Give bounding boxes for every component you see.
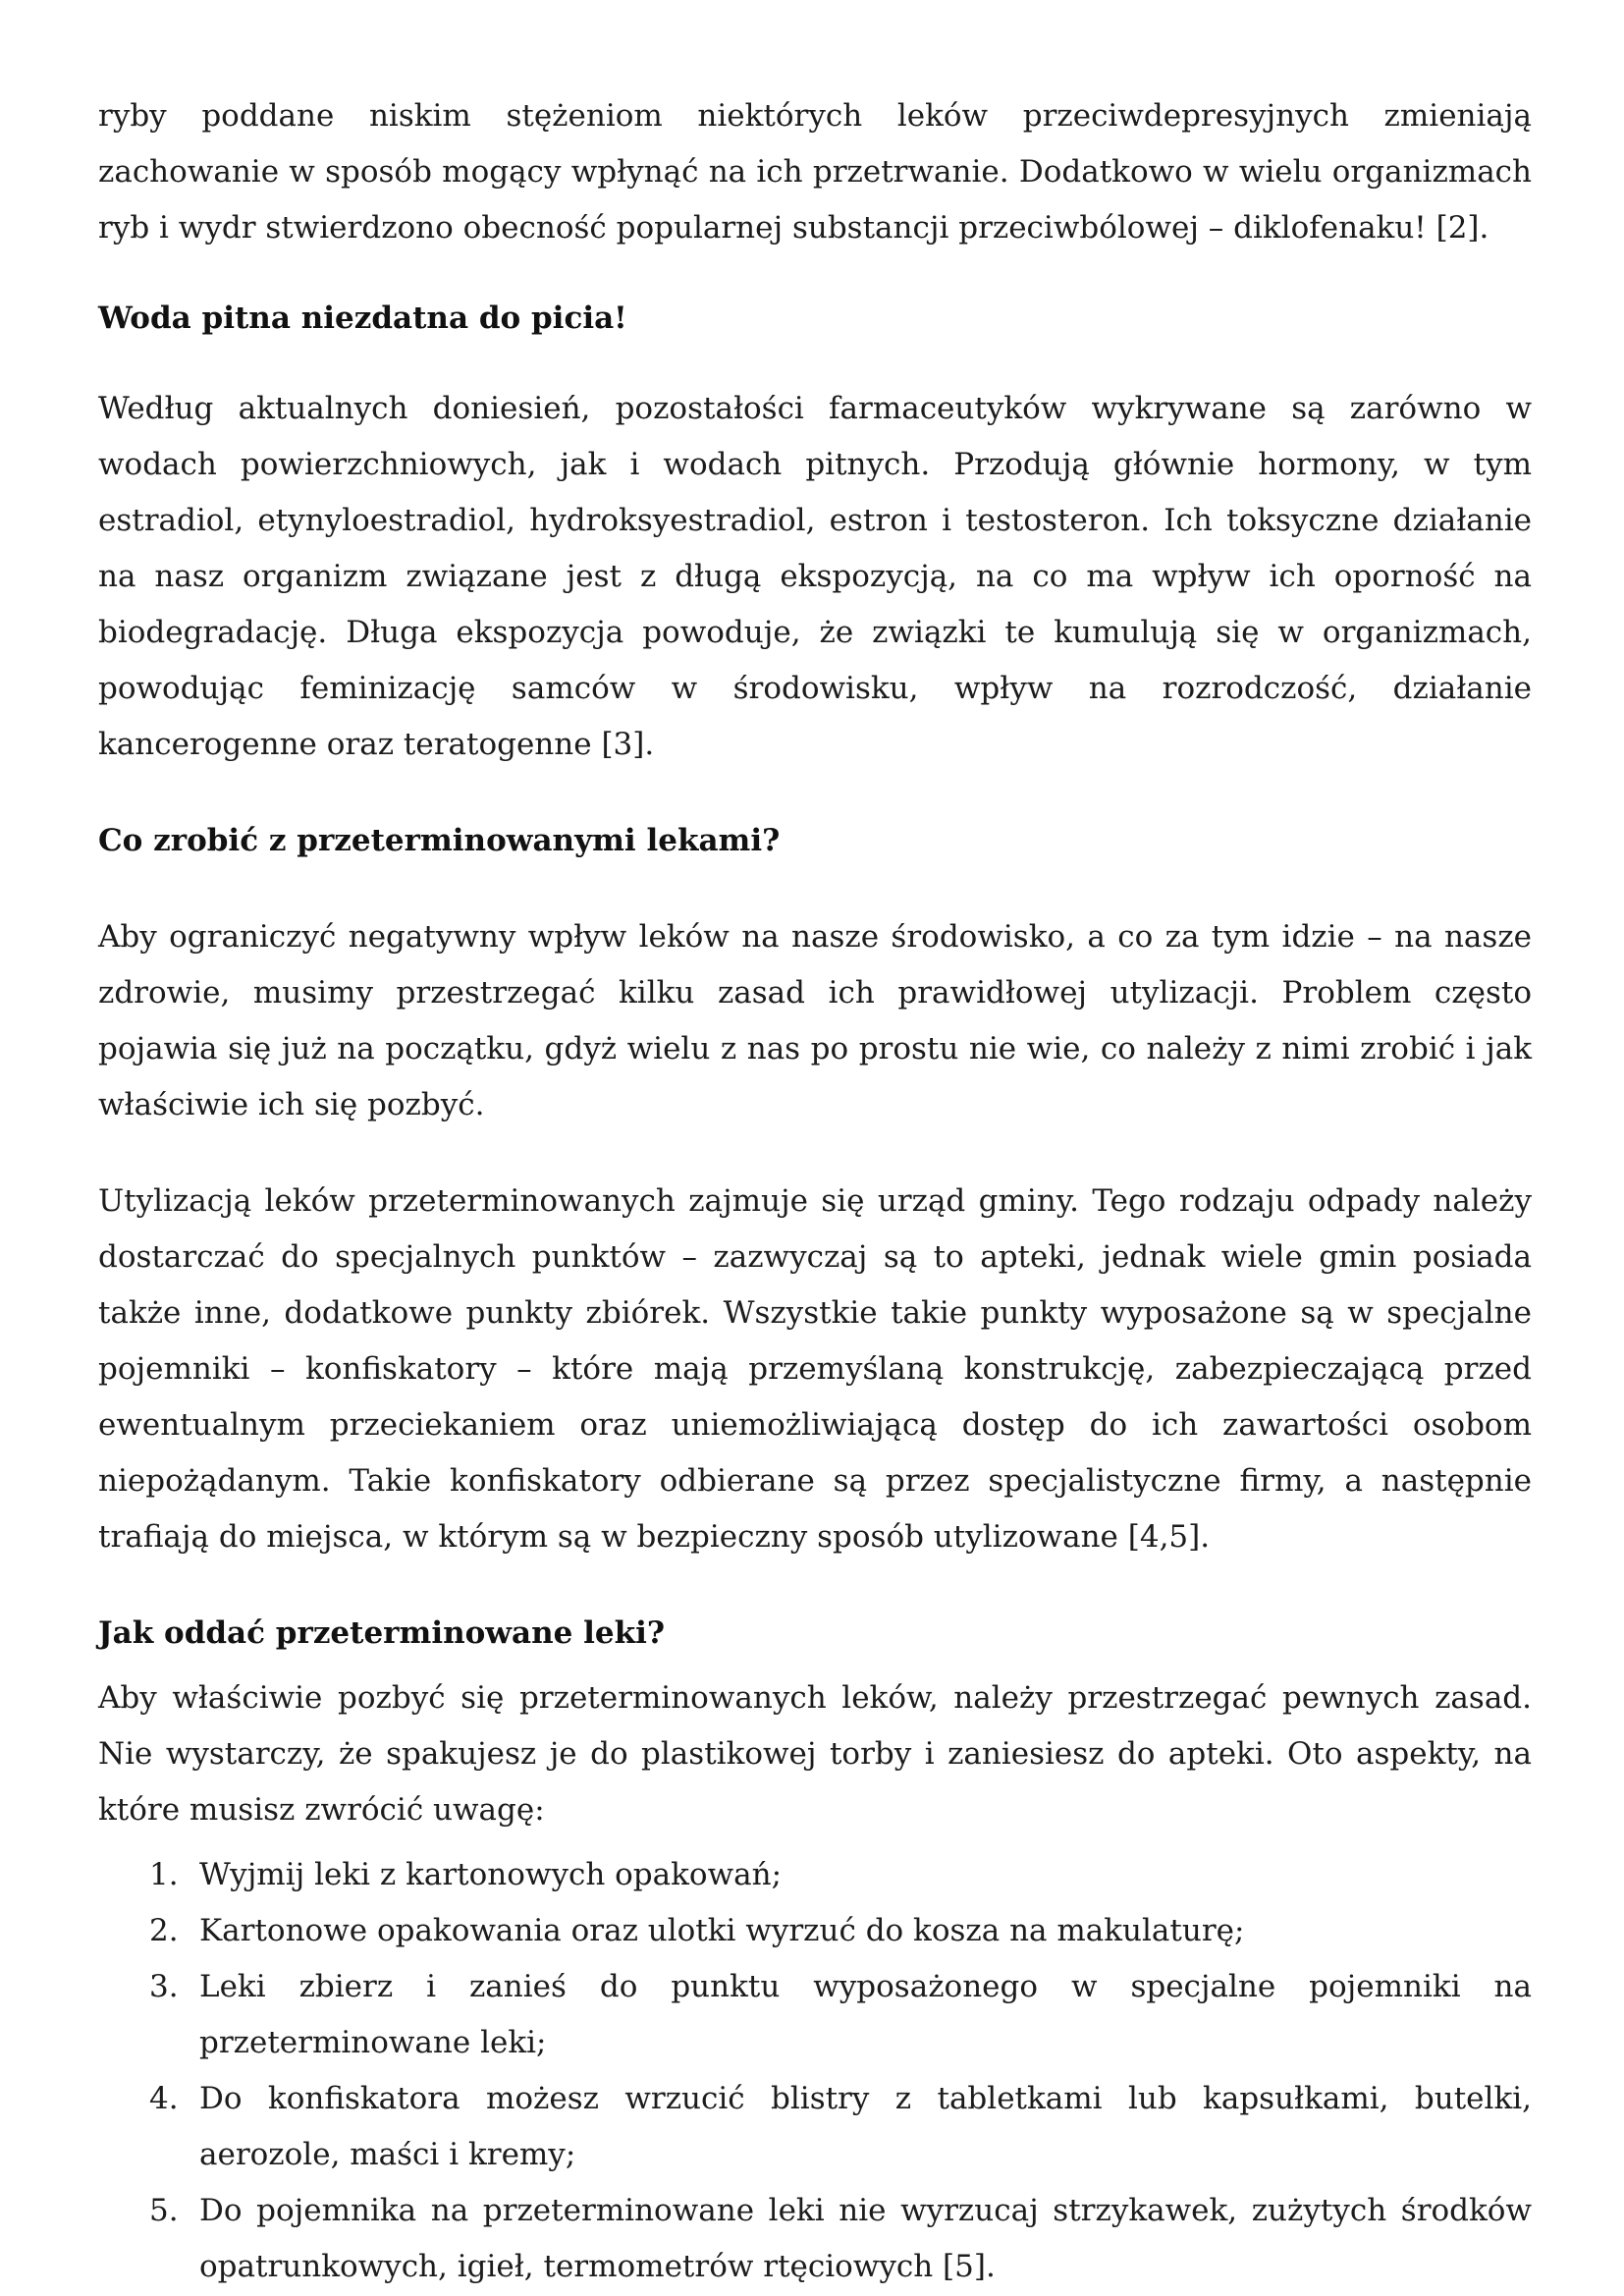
list-item: [98, 2183, 1532, 2295]
list-item: [98, 1847, 1532, 1903]
list-item: [98, 2071, 1532, 2183]
list-item-number: 5.: [149, 2193, 179, 2228]
list-item-number: 3.: [149, 1969, 179, 2004]
list-item-text: Wyjmij leki z kartonowych opakowań;: [199, 1857, 783, 1892]
list-item-number: 4.: [149, 2081, 179, 2116]
heading-expired-medicines: Co zrobić z przeterminowanymi lekami?: [98, 823, 781, 858]
document-page: [98, 88, 1532, 2295]
list-item-text: Do konfiskatora możesz wrzucić blistry z tabletkami lub kapsułkami, butelki, aerozole, maści i kremy;: [199, 2081, 1532, 2172]
list-item-text: Kartonowe opakowania oraz ulotki wyrzuć do kosza na makulaturę;: [199, 1913, 1245, 1948]
return-medicines-paragraph: Aby właściwie pozbyć się przeterminowanych leków, należy przestrzegać pewnych zasad. Nie wystarczy, że spakujesz je do plastikowej torby i zaniesiesz do apteki. Oto aspekty, na które musisz zwrócić uwagę:: [98, 1680, 1532, 1828]
list-item: [98, 1959, 1532, 2071]
expired-medicines-paragraph-2: Utylizacją leków przeterminowanych zajmuje się urząd gminy. Tego rodzaju odpady należy dostarczać do specjalnych punktów – zazwyczaj są to apteki, jednak wiele gmin posiada także inne, dodatkowe punkty zbiórek. Wszystkie takie punkty wyposażone są w specjalne pojemniki – konfiskatory – które mają przemyślaną konstrukcję, zabezpieczającą przed ewentualnym przeciekaniem oraz uniemożliwiającą dostęp do ich zawartości osobom niepożądanym. Takie konfiskatory odbierane są przez specjalistyczne firmy, a następnie trafiają do miejsca, w którym są w bezpieczny sposób utylizowane [4,5].: [98, 1183, 1532, 1555]
list-item-number: 1.: [149, 1857, 179, 1892]
intro-continuation-paragraph: ryby poddane niskim stężeniom niektórych leków przeciwdepresyjnych zmieniają zachowanie w sposób mogący wpłynąć na ich przetrwanie. Dodatkowo w wielu organizmach ryb i wydr stwierdzono obecność popularnej substancji przeciwbólowej – diklofenaku! [2].: [98, 98, 1532, 246]
heading-drinking-water: Woda pitna niezdatna do picia!: [98, 301, 627, 336]
list-item-number: 2.: [149, 1913, 179, 1948]
list-item-text: Do pojemnika na przeterminowane leki nie wyrzucaj strzykawek, zużytych środków opatrunkowych, igieł, termometrów rtęciowych [5].: [199, 2193, 1532, 2284]
list-item-text: Leki zbierz i zanieś do punktu wyposażonego w specjalne pojemniki na przeterminowane leki;: [199, 1969, 1532, 2060]
expired-medicines-paragraph-1: Aby ograniczyć negatywny wpływ leków na nasze środowisko, a co za tym idzie – na nasze zdrowie, musimy przestrzegać kilku zasad ich prawidłowej utylizacji. Problem często pojawia się już na początku, gdyż wielu z nas po prostu nie wie, co należy z nimi zrobić i jak właściwie ich się pozbyć.: [98, 919, 1532, 1122]
heading-return-medicines: Jak oddać przeterminowane leki?: [98, 1615, 666, 1651]
drinking-water-paragraph: Według aktualnych doniesień, pozostałości farmaceutyków wykrywane są zarówno w wodach powierzchniowych, jak i wodach pitnych. Przodują głównie hormony, w tym estradiol, etynyloestradiol, hydroksyestradiol, estron i testosteron. Ich toksyczne działanie na nasz organizm związane jest z długą ekspozycją, na co ma wpływ ich oporność na biodegradację. Długa ekspozycja powoduje, że związki te kumulują się w organizmach, powodując feminizację samców w środowisku, wpływ na rozrodczość, działanie kancerogenne oraz teratogenne [3].: [98, 391, 1532, 762]
list-item: [98, 1903, 1532, 1959]
return-steps-list: [98, 1847, 1532, 2295]
